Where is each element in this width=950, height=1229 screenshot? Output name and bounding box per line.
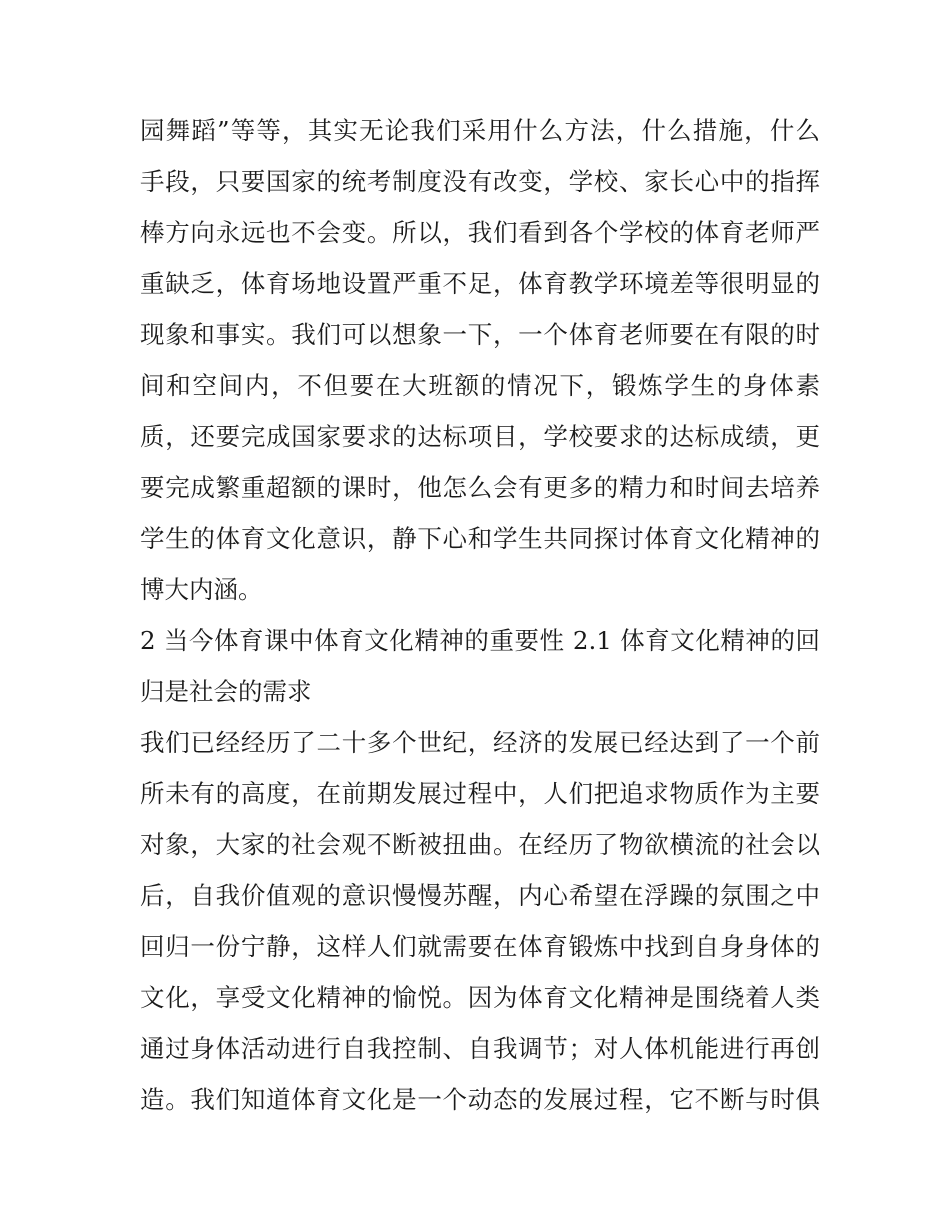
text-line: 造。我们知道体育文化是一个动态的发展过程，它不断与时俱 — [140, 1085, 820, 1114]
text-line: 重缺乏，体育场地设置严重不足，体育教学环境差等很明显的 — [140, 269, 820, 298]
text-line: 对象，大家的社会观不断被扭曲。在经历了物欲横流的社会以 — [140, 830, 820, 859]
text-line: 回归一份宁静，这样人们就需要在体育锻炼中找到自身身体的 — [140, 932, 820, 961]
heading-line: 归是社会的需求 — [140, 677, 312, 706]
body-text — [140, 105, 820, 1125]
text-line: 棒方向永远也不会变。所以，我们看到各个学校的体育老师严 — [140, 218, 820, 247]
text-line: 所未有的高度，在前期发展过程中，人们把追求物质作为主要 — [140, 779, 820, 808]
text-line: 间和空间内，不但要在大班额的情况下，锻炼学生的身体素 — [140, 371, 820, 400]
paragraph-2 — [140, 717, 820, 1125]
paragraph-1 — [140, 105, 820, 615]
heading-line: 2 当今体育课中体育文化精神的重要性 2.1 体育文化精神的回 — [140, 626, 820, 655]
text-line: 质，还要完成国家要求的达标项目，学校要求的达标成绩，更 — [140, 422, 820, 451]
text-line: 现象和事实。我们可以想象一下，一个体育老师要在有限的时 — [140, 320, 820, 349]
text-line: 后，自我价值观的意识慢慢苏醒，内心希望在浮躁的氛围之中 — [140, 881, 820, 910]
text-line: 文化，享受文化精神的愉悦。因为体育文化精神是围绕着人类 — [140, 983, 820, 1012]
text-line: 通过身体活动进行自我控制、自我调节；对人体机能进行再创 — [140, 1034, 820, 1063]
text-line: 手段，只要国家的统考制度没有改变，学校、家长心中的指挥 — [140, 167, 820, 196]
section-heading — [140, 615, 820, 717]
text-line: 要完成繁重超额的课时，他怎么会有更多的精力和时间去培养 — [140, 473, 820, 502]
text-line: 我们已经经历了二十多个世纪，经济的发展已经达到了一个前 — [140, 728, 820, 757]
text-line: 博大内涵。 — [140, 575, 263, 604]
text-line: 园舞蹈”等等，其实无论我们采用什么方法，什么措施，什么 — [140, 116, 820, 145]
text-line: 学生的体育文化意识，静下心和学生共同探讨体育文化精神的 — [140, 524, 820, 553]
